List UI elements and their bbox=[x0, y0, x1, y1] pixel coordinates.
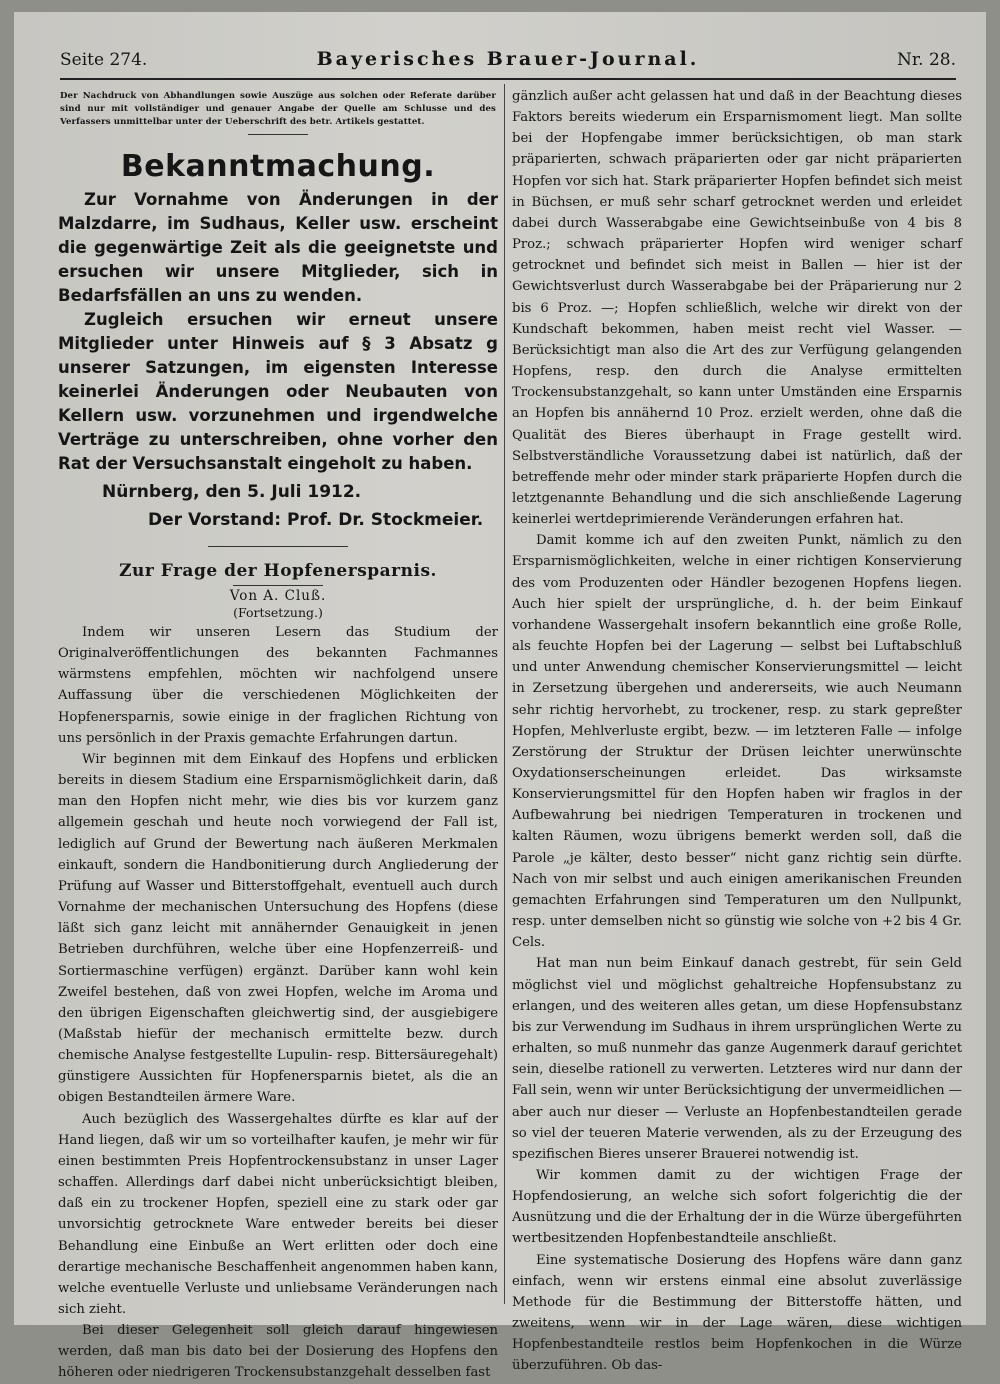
article-paragraph: Bei dieser Gelegenheit soll gleich darauf hingewiesen werden, daß man bis dato bei der Dosierung des Hopfens den höheren oder niedrigeren Trockensubstanzgehalt desselben fast bbox=[58, 1323, 498, 1381]
journal-title: Bayerisches Brauer-Journal. bbox=[316, 48, 700, 70]
announcement-date: Nürnberg, den 5. Juli 1912. bbox=[102, 482, 362, 502]
left-column bbox=[58, 86, 498, 1384]
article-paragraph: Indem wir unseren Lesern das Studium der Originalveröffentlichungen des bekannten Fachmannes wärmstens empfehlen, möchten wir nachfolgend unsere Auffassung über die verschiedenen Möglichkeiten der Hopfenersparnis, sowie einige in der fraglichen Richtung von uns persönlich in der Praxis gemachte Erfahrungen dartun. bbox=[58, 625, 498, 746]
article-paragraph: Wir beginnen mit dem Einkauf des Hopfens und erblicken bereits in diesem Stadium eine Ersparnismöglichkeit darin, daß man den Hopfen nicht mehr, wie dies bis vor kurzem ganz allgemein geschah und heute noch vorwiegend der Fall ist, lediglich auf Grund der Bewertung nach äußeren Merkmalen einkauft, sondern die Handbonitierung durch Angliederung der Prüfung auf Wasser und Bitterstoffgehalt, eventuell auch durch Vornahme der mechanischen Untersuchung des Hopfens (diese läßt sich ganz leicht mit annähernder Genauigkeit in jenen Betrieben durchführen, welche über eine Hopfenzerreiß- und Sortiermaschine verfügen) ergänzt. Darüber kann wohl kein Zweifel bestehen, daß von zwei Hopfen, welche im Aroma und den übrigen Eigenschaften gleichwertig sind, der ausgiebigere (Maßstab hiefür der mechanisch ermittelte bezw. durch chemische Analyse festgestellte Lupulin- resp. Bittersäuregehalt) günstigere Aussichten für Hopfenersparnis bietet, als die an obigen Bestandteilen ärmere Ware. bbox=[58, 751, 498, 1106]
article-author: Von A. Cluß. bbox=[229, 588, 327, 604]
reprint-notice: Der Nachdruck von Abhandlungen sowie Auszüge aus solchen oder Referate darüber sind nur mit vollständiger und genauer Angabe der Quelle am Schlusse und des Verfassers unmittelbar unter der Ueberschrift des betr. Artikels gestattet. bbox=[60, 91, 496, 127]
page-number: Seite 274. bbox=[60, 50, 148, 70]
page-header bbox=[60, 42, 956, 76]
announcement-signature: Der Vorstand: Prof. Dr. Stockmeier. bbox=[148, 510, 484, 530]
article-title-rule bbox=[233, 585, 323, 586]
article-paragraph: Eine systematische Dosierung des Hopfens wäre dann ganz einfach, wenn wir erstens einmal eine absolut zuverlässige Methode für die Bestimmung der Bitterstoffe hätten, und zweitens, wenn wir in der Lage wären, diese wichtigen Hopfenbestandteile restlos beim Hopfenkochen in die Würze überzuführen. Ob das- bbox=[512, 1252, 962, 1374]
announcement-body bbox=[58, 188, 498, 476]
article-continuation: (Fortsetzung.) bbox=[233, 605, 323, 620]
newspaper-page bbox=[14, 12, 986, 1381]
article-paragraph: Wir kommen damit zu der wichtigen Frage der Hopfendosierung, an welche sich sofort folgerichtig die der Ausnützung und die der Erhaltung der in die Würze übergeführten wertbesitzenden Hopfenbestandteile anschließt. bbox=[512, 1167, 962, 1247]
article-paragraph: gänzlich außer acht gelassen hat und daß in der Beachtung dieses Faktors bereits wiederum ein Ersparnismoment liegt. Man sollte bei der Hopfengabe immer berücksichtigen, ob man stark präparierten, schwach präparierten oder gar nicht präparierten Hopfen vor sich hat. Stark präparierter Hopfen befindet sich meist in Büchsen, er muß sehr scharf getrocknet werden und erleidet dabei durch Wasserabgabe eine Gewichtseinbuße von 4 bis 8 Proz.; schwach präparierter Hopfen wird weniger scharf getrocknet und befindet sich meist in Ballen — hier ist der Gewichtsverlust durch Wasserabgabe bei der Präparierung nur 2 bis 6 Proz. —; Hopfen schließlich, welche wir direkt von der Kundschaft bekommen, haben meist recht viel Wasser. — Berücksichtigt man also die Art des zur Verfügung gelangenden Hopfens, resp. den durch die Analyse ermittelten Trockensubstanzgehalt, so kann unter Umständen eine Ersparnis an Hopfen bis annähernd 10 Proz. erzielt werden, ohne daß die Qualität des Bieres überhaupt in Frage gestellt wird. Selbstverständliche Voraussetzung dabei ist natürlich, daß der betreffende mehr oder minder stark präparierte Hopfen durch die letztgenannte Behandlung und die sich anschließende Lagerung keinerlei wertdeprimierende Veränderungen erfahren hat. bbox=[512, 89, 962, 528]
article-paragraph: Damit komme ich auf den zweiten Punkt, nämlich zu den Ersparnismöglichkeiten, welche in einer richtigen Konservierung des vom Produzenten oder Händler bezogenen Hopfens liegen. Auch hier spielt der ursprüngliche, d. h. der beim Einkauf vorhandene Wassergehalt insofern bekanntlich eine große Rolle, als feuchte Hopfen bei der Lagerung — selbst bei Luftabschluß und unter Anwendung chemischer Konservierungsmittel — leicht in Zersetzung übergehen und andererseits, wie auch Neumann sehr richtig hervorhebt, zu trockener, resp. zu stark gepreßter Hopfen, Mehlverluste ergibt, bezw. — im letzteren Falle — infolge Zerstörung der Struktur der Drüsen leichter unerwünschte Oxydationserscheinungen erleidet. Das wirksamste Konservierungsmittel für den Hopfen haben wir fraglos in der Aufbewahrung bei niedrigen Temperaturen in trockenen und kalten Räumen, wozu übrigens bemerkt werden soll, daß die Parole „je kälter, desto besser“ nicht ganz richtig sein dürfte. Nach von mir selbst und auch einigen amerikanischen Freunden gemachten Erfahrungen sind Temperaturen um den Nullpunkt, resp. unter demselben nicht so günstig wie solche von +2 bis 4 Gr. Cels. bbox=[512, 533, 962, 951]
notice-rule bbox=[248, 134, 308, 135]
article-body-left bbox=[58, 622, 498, 1384]
article-body-right bbox=[512, 86, 962, 1377]
issue-number: Nr. 28. bbox=[897, 50, 956, 70]
article-title: Zur Frage der Hopfenersparnis. bbox=[119, 561, 437, 581]
right-column bbox=[512, 86, 962, 1377]
announcement-title: Bekanntmachung. bbox=[120, 149, 436, 184]
announcement-paragraph: Zugleich ersuchen wir erneut unsere Mitglieder unter Hinweis auf § 3 Absatz g unserer Satzungen, im eigensten Interesse keinerlei Änderungen oder Neubauten von Kellern usw. vorzunehmen und irgendwelche Verträge zu unterschreiben, ohne vorher den Rat der Versuchsanstalt eingeholt zu haben. bbox=[58, 310, 498, 473]
announcement-paragraph: Zur Vornahme von Änderungen in der Malzdarre, im Sudhaus, Keller usw. erscheint die gegenwärtige Zeit als die geeignetste und ersuchen wir unsere Mitglieder, sich in Bedarfsfällen an uns zu wenden. bbox=[58, 190, 498, 305]
column-divider bbox=[504, 84, 505, 1304]
section-rule bbox=[208, 546, 348, 547]
header-rule bbox=[60, 78, 956, 80]
article-paragraph: Hat man nun beim Einkauf danach gestrebt, für sein Geld möglichst viel und möglichst gehaltreiche Hopfensubstanz zu erlangen, und des weiteren alles getan, um diese Hopfensubstanz bis zur Verwendung im Sudhaus in ihrem ursprünglichen Werte zu erhalten, so muß nunmehr das ganze Augenmerk darauf gerichtet sein, dieselbe rationell zu verwerten. Letzteres wird nur dann der Fall sein, wenn wir unter Berücksichtigung der unvermeidlichen — aber auch nur dieser — Verluste an Hopfenbestandteilen gerade so viel der teueren Materie verwenden, als zu der Erzeugung des spezifischen Bieres unserer Brauerei notwendig ist. bbox=[512, 956, 962, 1162]
article-paragraph: Auch bezüglich des Wassergehaltes dürfte es klar auf der Hand liegen, daß wir um so vorteilhafter kaufen, je mehr wir für einen bestimmten Preis Hopfentrockensubstanz in unser Lager schaffen. Allerdings darf dabei nicht unberücksichtigt bleiben, daß ein zu trockener Hopfen, speziell eine zu stark oder gar unvorsichtig getrocknete Ware entweder bereits bei dieser Behandlung eine Einbuße an Wert erlitten oder doch eine derartige mechanische Beschaffenheit angenommen haben kann, welche eventuelle Verluste und unliebsame Veränderungen nach sich zieht. bbox=[58, 1111, 498, 1317]
